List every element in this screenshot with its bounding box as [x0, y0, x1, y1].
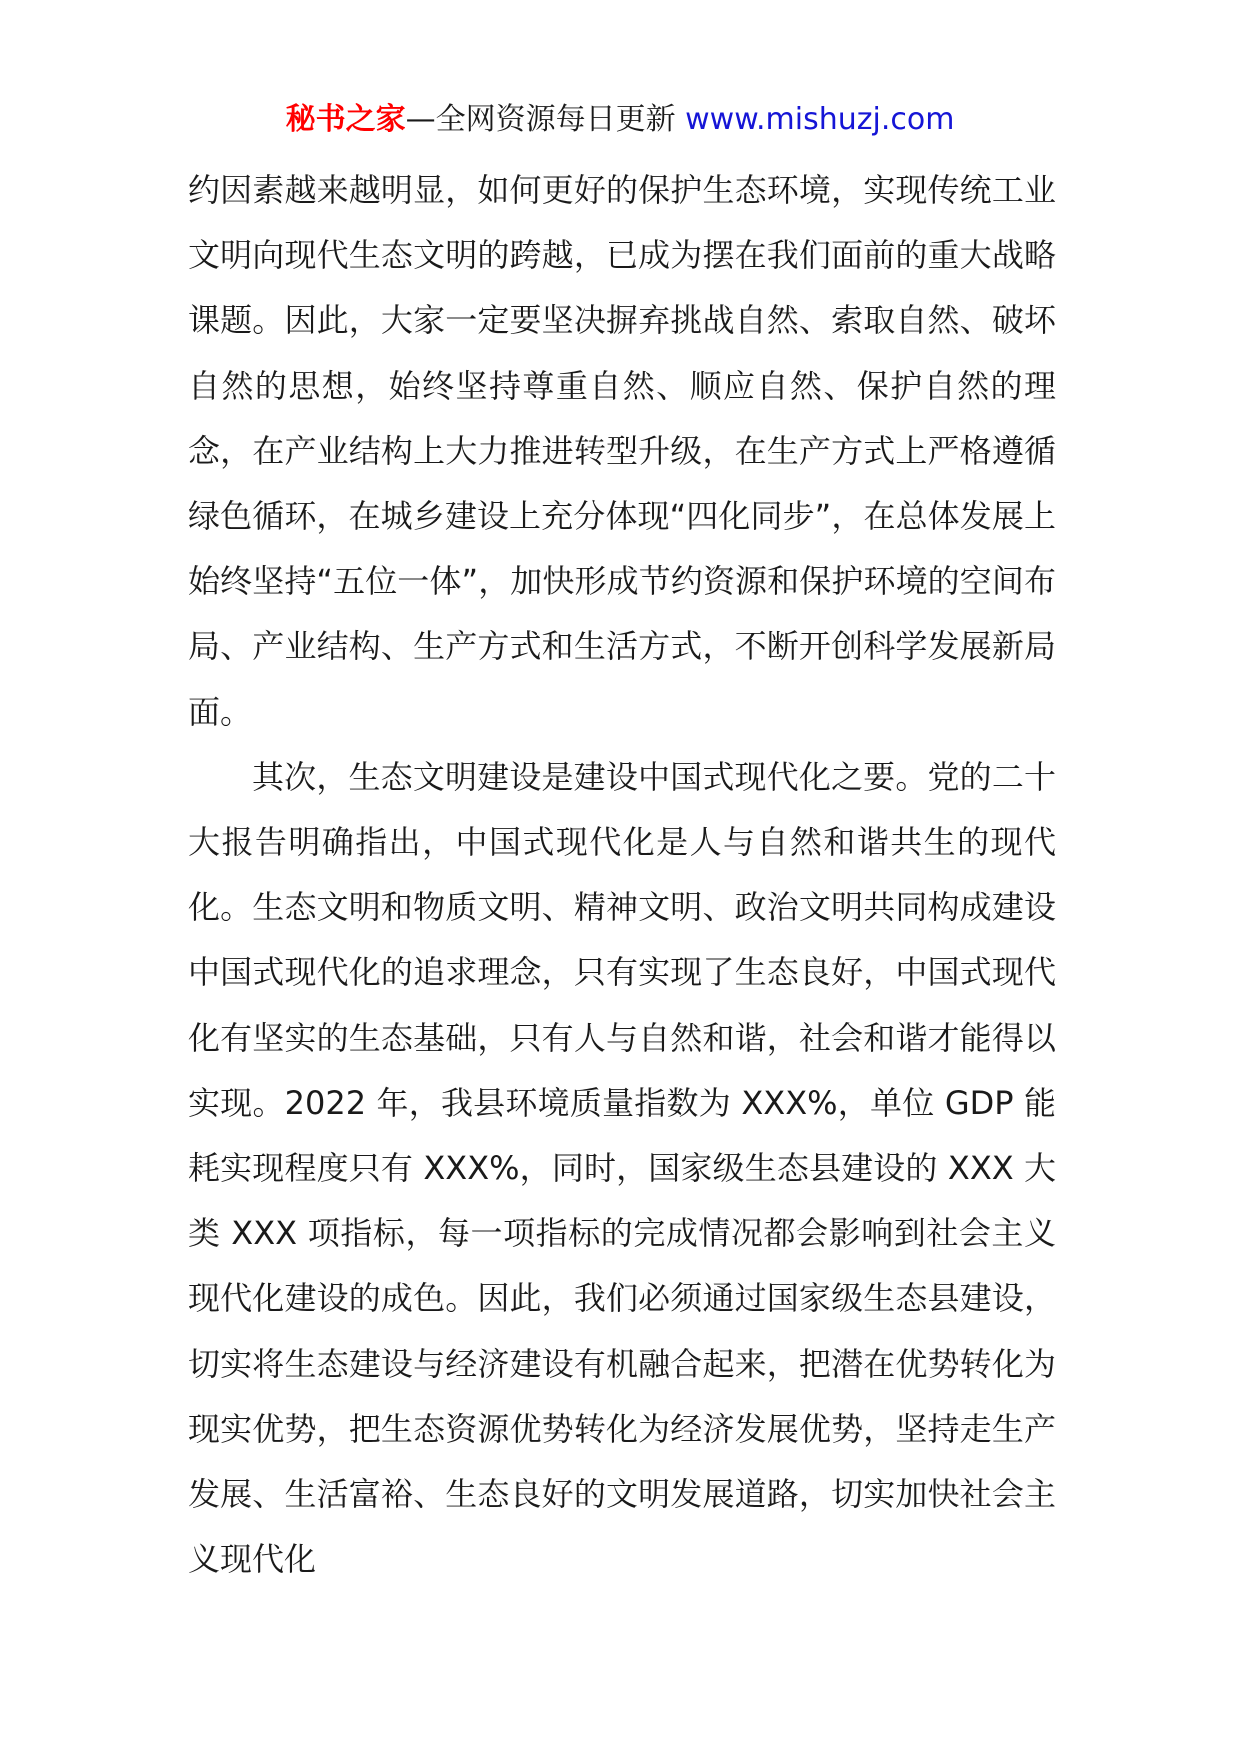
- header-url-link[interactable]: www.mishuzj.com: [685, 102, 955, 137]
- header-brand: 秘书之家: [285, 102, 406, 137]
- document-body: [188, 158, 1056, 1592]
- paragraph-continued: 约因素越来越明显，如何更好的保护生态环境，实现传统工业文明向现代生态文明的跨越，已成为摆在我们面前的重大战略课题。因此，大家一定要坚决摒弃挑战自然、索取自然、破坏自然的思想，始终坚持尊重自然、顺应自然、保护自然的理念，在产业结构上大力推进转型升级，在生产方式上严格遵循绿色循环，在城乡建设上充分体现“四化同步”，在总体发展上始终坚持“五位一体”，加快形成节约资源和保护环境的空间布局、产业结构、生产方式和生活方式，不断开创科学发展新局面。: [188, 171, 1056, 731]
- paragraph-second: 其次，生态文明建设是建设中国式现代化之要。党的二十大报告明确指出，中国式现代化是人与自然和谐共生的现代化。生态文明和物质文明、精神文明、政治文明共同构成建设中国式现代化的追求理念，只有实现了生态良好，中国式现代化有坚实的生态基础，只有人与自然和谐，社会和谐才能得以实现。2022 年，我县环境质量指数为 XXX%，单位 GDP 能耗实现程度只有 XXX%，同时，国家级生态县建设的 XXX 大类 XXX 项指标，每一项指标的完成情况都会影响到社会主义现代化建设的成色。因此，我们必须通过国家级生态县建设，切实将生态建设与经济建设有机融合起来，把潜在优势转化为现实优势，把生态资源优势转化为经济发展优势，坚持走生产发展、生活富裕、生态良好的文明发展道路，切实加快社会主义现代化: [188, 757, 1056, 1579]
- header-slogan: —全网资源每日更新: [405, 102, 686, 137]
- page-header: [0, 100, 1240, 140]
